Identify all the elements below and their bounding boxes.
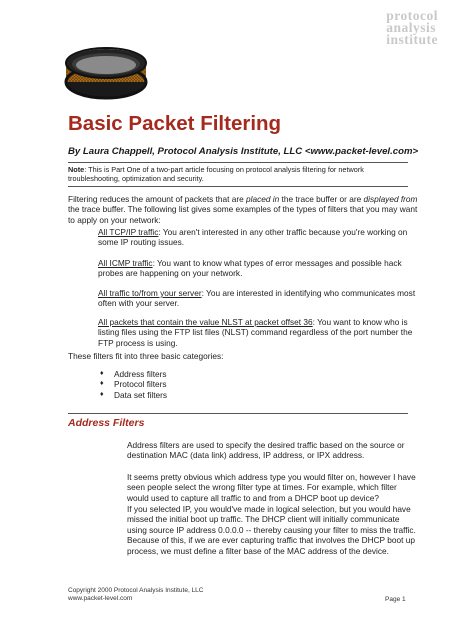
section-paragraph: Address filters are used to specify the desired traffic based on the source or destination MAC (data link) address, IP address, or IPX address. bbox=[127, 440, 405, 461]
section-divider bbox=[68, 413, 408, 414]
note-label: Note bbox=[68, 165, 85, 174]
footer-site: www.packet-level.com bbox=[68, 595, 133, 603]
air-filter-image bbox=[64, 42, 148, 102]
divider-bottom bbox=[68, 186, 408, 187]
brand-line-2: analysis bbox=[386, 20, 437, 35]
section-paragraph: It seems pretty obvious which address type you would filter on, however I have seen people select the wrong filter type at times. For example, which filter would used to capture all traffic to and from a DHCP boot up device? bbox=[127, 472, 416, 503]
section-paragraph: If you selected IP, you would've made in logical selection, but you would have missed the initial boot up traffic. The DHCP client will initially communicate using source IP address 0.0.0.0 -- thereby causing your filter to miss the traffic. Because of this, if we are ever capturing traffic that involves the DHCP boot up process, we must define a filter base of the MAC address of the device. bbox=[127, 504, 416, 556]
example-label: All packets that contain the value NLST at packet offset 36 bbox=[98, 317, 313, 327]
categories-list bbox=[100, 369, 167, 400]
page-title: Basic Packet Filtering bbox=[68, 112, 282, 135]
intro-emphasis-2: displayed from bbox=[363, 194, 418, 204]
example-item bbox=[98, 258, 418, 279]
example-label: All ICMP traffic bbox=[98, 258, 153, 268]
footer bbox=[68, 587, 204, 604]
example-text: : You are interested in identifying who communicates most often with your server. bbox=[98, 288, 416, 309]
note bbox=[68, 165, 413, 183]
example-label: All traffic to/from your server bbox=[98, 288, 202, 298]
example-text: : You want to know what types of error messages and possible hack probes are happening on your network. bbox=[98, 258, 402, 279]
intro-paragraph bbox=[68, 194, 418, 225]
diamond-bullet-icon: ♦ bbox=[100, 380, 104, 388]
categories-intro: These filters fit into three basic categories: bbox=[68, 351, 224, 361]
example-text: : You aren't interested in any other traffic because you're working on some IP routing issues. bbox=[98, 227, 408, 248]
page-number: Page 1 bbox=[385, 596, 406, 603]
intro-emphasis-1: placed in bbox=[246, 194, 280, 204]
example-item bbox=[98, 317, 418, 348]
example-text: : You want to know who is listing files using the FTP list files (NLST) command regardless of the port number the FTP process is using. bbox=[98, 317, 413, 348]
list-item bbox=[100, 390, 167, 400]
list-item-label: Address filters bbox=[114, 369, 167, 379]
note-text: : This is Part One of a two-part article focusing on protocol analysis filtering for network troubleshooting, optimization and security. bbox=[68, 165, 364, 183]
intro-text-3: the trace buffer. The following list gives some examples of the types of filters that you may want to apply on your network: bbox=[68, 204, 418, 225]
list-item bbox=[100, 379, 167, 389]
intro-text-2: the trace buffer or are bbox=[279, 194, 364, 204]
footer-copyright: Copyright 2000 Protocol Analysis Institute, LLC bbox=[68, 587, 204, 594]
diamond-bullet-icon: ♦ bbox=[100, 390, 104, 398]
brand-line-1: protocol bbox=[386, 8, 438, 23]
example-item bbox=[98, 288, 418, 309]
divider-top bbox=[68, 162, 408, 163]
diamond-bullet-icon: ♦ bbox=[100, 370, 104, 377]
byline: By Laura Chappell, Protocol Analysis Institute, LLC <www.packet-level.com> bbox=[68, 146, 419, 157]
section-title: Address Filters bbox=[68, 417, 145, 429]
intro-text-1: Filtering reduces the amount of packets that are bbox=[68, 194, 247, 204]
list-item bbox=[100, 369, 167, 379]
example-item bbox=[98, 227, 418, 248]
example-label: All TCP/IP traffic bbox=[98, 227, 159, 237]
list-item-label: Data set filters bbox=[114, 389, 168, 400]
brand-logo bbox=[386, 10, 438, 46]
brand-line-3: institute bbox=[386, 32, 438, 47]
list-item-label: Protocol filters bbox=[114, 379, 167, 390]
